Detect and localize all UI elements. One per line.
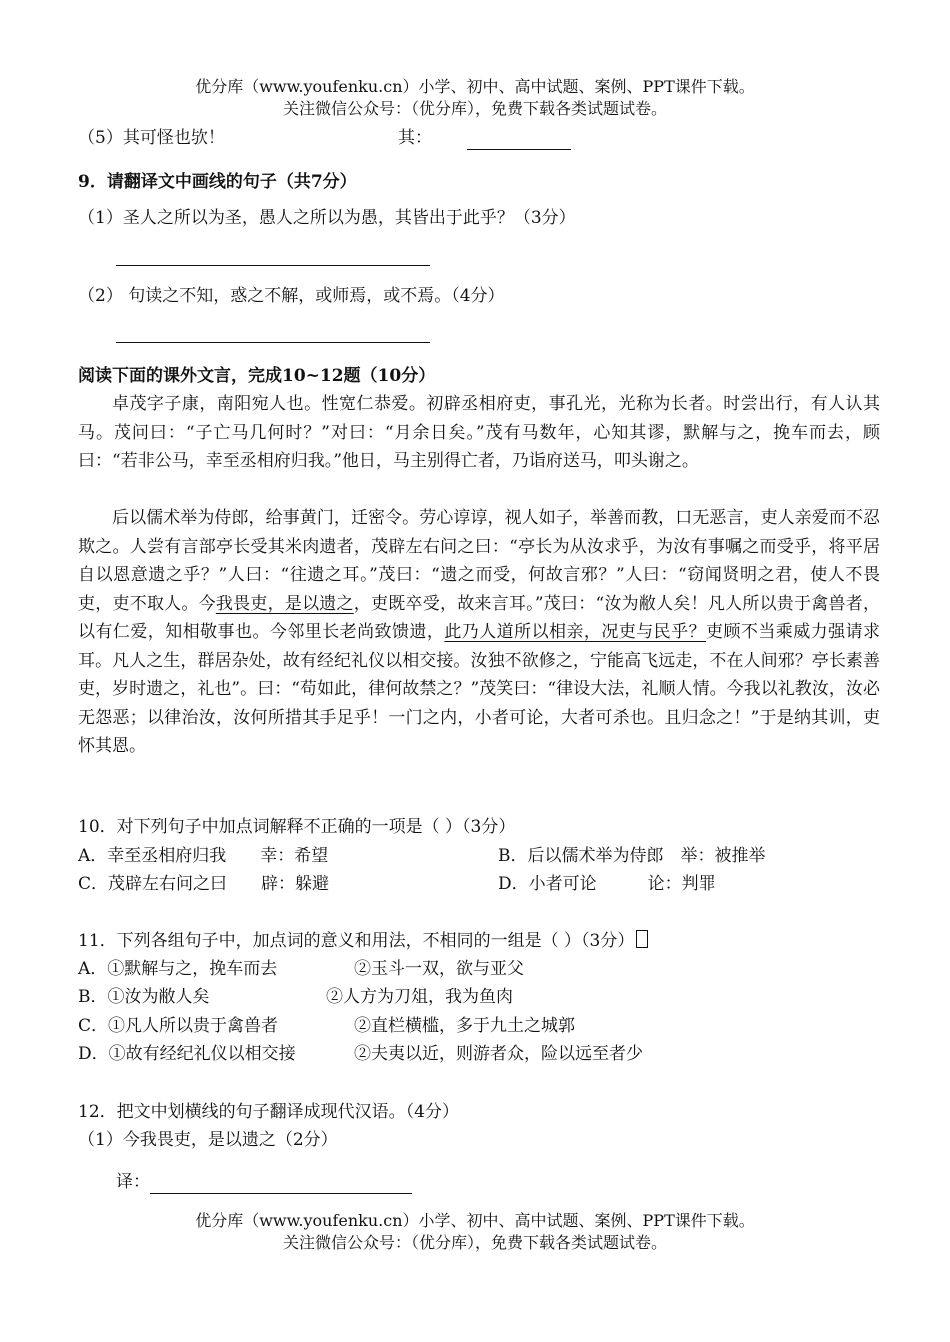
q11-stem-text: 11．下列各组句子中，加点词的意义和用法，不相同的一组是（ ）（3分） bbox=[78, 931, 635, 951]
page-header-top bbox=[0, 76, 950, 120]
underlined-sentence-2: 此乃人道所以相亲，况吏与民乎？ bbox=[444, 622, 707, 642]
section-title: 阅读下面的课外文言，完成10~12题（10分） bbox=[78, 366, 436, 386]
passage-paragraph-1: 卓茂字子康，南阳宛人也。性宽仁恭爱。初辟丞相府吏，事孔光，光称为长者。时尝出行，有人认其马。茂问曰：“子亡马几何时？”对曰：“月余日矣。”茂有马数年，心知其谬，默解与之，挽车而去，顾曰：“若非公马，幸至丞相府归我。”他日，马主别得亡者，乃诣府送马，叩头谢之。 bbox=[78, 394, 880, 471]
q8-item-5 bbox=[78, 126, 225, 150]
passage-text: ，吏既卒受，故来言耳。”茂曰：“汝为敝人矣！凡人所以贵于禽兽者，以有仁爱，知相敬事也。今邻里长老尚致馈遗， bbox=[78, 593, 880, 642]
q11-option-b-1[interactable]: B．①汝为敝人矣 bbox=[78, 987, 210, 1007]
q10-option-c[interactable]: C．茂辟左右问之曰 辟：躲避 bbox=[78, 874, 330, 894]
header-line-1: 优分库（www.youfenku.cn）小学、初中、高中试题、案例、PPT课件下载。 bbox=[195, 77, 755, 96]
q11-option-d-2: ②夫夷以近，则游者众，险以远至者少 bbox=[354, 1044, 643, 1064]
q12-answer bbox=[116, 1170, 412, 1194]
answer-line-q9-2[interactable] bbox=[116, 342, 430, 343]
q8-item-5-text: （5）其可怪也欤！ bbox=[78, 128, 225, 148]
q9-sub-2: （2） 句读之不知，惑之不解，或师焉，或不焉。（4分） bbox=[78, 286, 505, 306]
q11-option-d-1[interactable]: D．①故有经纪礼仪以相交接 bbox=[78, 1044, 296, 1064]
placeholder-box-icon bbox=[636, 930, 648, 948]
q12-sub-1: （1）今我畏吏，是以遗之（2分） bbox=[78, 1130, 338, 1150]
q11-option-a-1[interactable]: A．①默解与之，挽车而去 bbox=[78, 959, 278, 979]
passage-text: 后以儒术举为侍郎，给事黄门，迁密令。劳心谆谆，视人如子，举善而教，口无恶言，吏人亲爱而不忍欺之。人尝有言部亭长受其米肉遗者，茂辟左右问之曰：“亭长为从汝求乎，为汝有事嘱之而受乎，将平居自以恩意遗之乎？”人曰：“往遗之耳。”茂曰：“遗之而受，何故言邪？”人曰：“窃闻贤明之君，使人不畏吏，吏不取人。今 bbox=[78, 508, 880, 614]
q11-stem bbox=[78, 929, 648, 953]
q11-option-c-1[interactable]: C．①凡人所以贵于禽兽者 bbox=[78, 1016, 279, 1036]
header-line-2: 关注微信公众号：（优分库），免费下载各类试题试卷。 bbox=[282, 99, 667, 118]
q9-sub-1: （1）圣人之所以为圣，愚人之所以为愚，其皆出于此乎？（3分） bbox=[78, 208, 576, 228]
passage-paragraph-2 bbox=[78, 504, 880, 761]
answer-blank[interactable] bbox=[467, 131, 571, 150]
q8-item-5-answer bbox=[398, 126, 571, 150]
passage-text: 吏顾不当乘威力强请求耳。凡人之生，群居杂处，故有经纪礼仪以相交接。汝独不欲修之，宁能高飞远走，不在人间邪？亭长素善吏，岁时遗之，礼也”。曰：“苟如此，律何故禁之？”茂笑曰：“律设大法，礼顺人情。今我以礼教汝，汝必无怨恶；以律治汝，汝何所措其手足乎！一门之内，小者可论，大者可杀也。且归念之！”于是纳其训，吏怀其恩。 bbox=[78, 622, 881, 756]
q10-option-b[interactable]: B．后以儒术举为侍郎 举：被推举 bbox=[498, 846, 766, 866]
q11-option-b-2: ②人方为刀俎，我为鱼肉 bbox=[326, 987, 513, 1007]
q11-option-a-2: ②玉斗一双，欲与亚父 bbox=[354, 959, 524, 979]
q11-option-c-2: ②直栏横槛，多于九土之城郭 bbox=[354, 1016, 575, 1036]
underlined-sentence-1: 我畏吏，是以遗之 bbox=[215, 593, 354, 614]
q12-stem: 12．把文中划横线的句子翻译成现代汉语。（4分） bbox=[78, 1102, 459, 1122]
q10-stem: 10．对下列句子中加点词解释不正确的一项是（ ）（3分） bbox=[78, 817, 516, 837]
q9-title: 9．请翻译文中画线的句子（共7分） bbox=[78, 172, 357, 192]
footer-line-2: 关注微信公众号：（优分库），免费下载各类试题试卷。 bbox=[282, 1233, 667, 1252]
translation-label: 译： bbox=[116, 1172, 150, 1192]
answer-line-q9-1[interactable] bbox=[116, 265, 430, 266]
q10-option-a[interactable]: A．幸至丞相府归我 幸：希望 bbox=[78, 846, 329, 866]
page-header-bottom bbox=[0, 1210, 950, 1254]
footer-line-1: 优分库（www.youfenku.cn）小学、初中、高中试题、案例、PPT课件下载。 bbox=[195, 1211, 755, 1230]
translation-blank[interactable] bbox=[150, 1175, 412, 1194]
q8-item-5-label: 其： bbox=[398, 128, 432, 148]
q10-option-d[interactable]: D．小者可论 论：判罪 bbox=[498, 874, 716, 894]
